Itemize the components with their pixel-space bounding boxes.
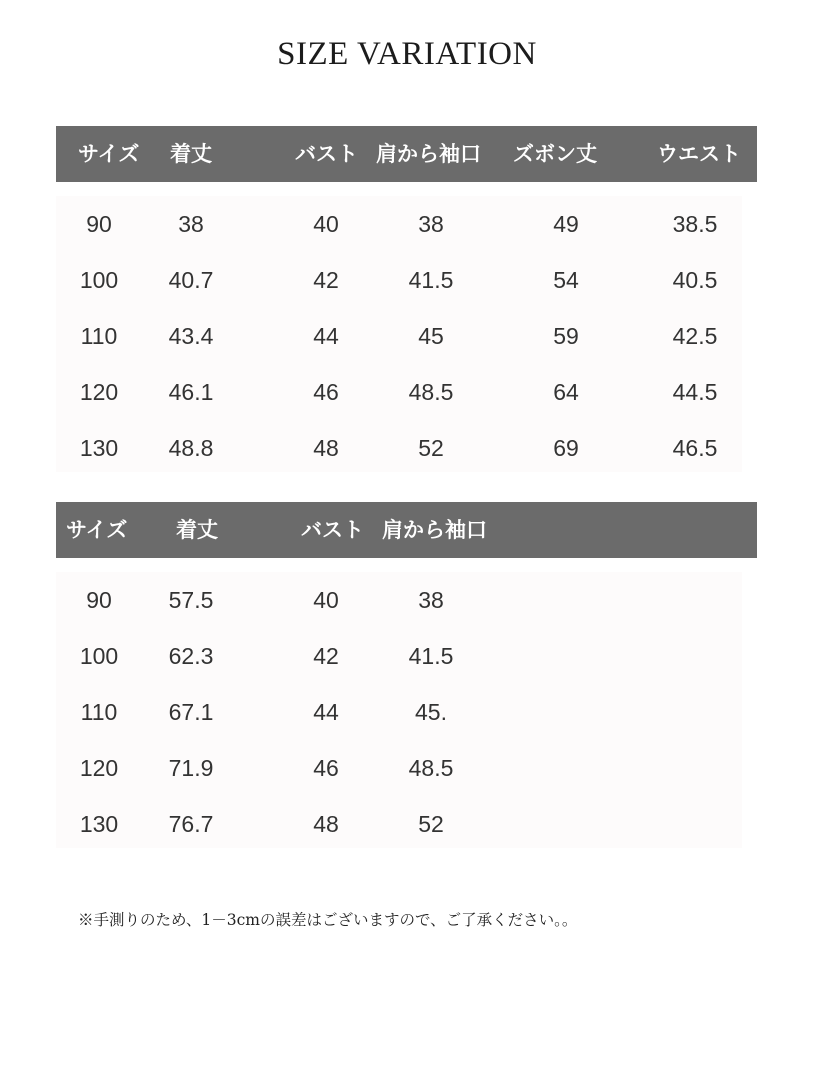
cell-pants: 49: [553, 211, 579, 237]
header-size: サイズ: [78, 142, 140, 166]
header-sleeve: 肩から袖口: [382, 518, 487, 542]
cell-size: 120: [79, 379, 119, 405]
header-waist: ウエスト: [657, 142, 741, 166]
cell-sleeve: 48.5: [408, 379, 454, 405]
measurement-note: ※手測りのため、1－3cmの誤差はございますので、ご了承ください。。: [78, 911, 578, 929]
cell-pants: 64: [553, 379, 579, 405]
cell-size: 90: [86, 587, 112, 613]
cell-size: 130: [79, 435, 119, 461]
header-length: 着丈: [170, 142, 212, 166]
header-bust: バスト: [301, 518, 364, 542]
cell-size: 110: [80, 699, 118, 725]
cell-length: 76.7: [168, 811, 214, 837]
table-header: [56, 126, 757, 182]
cell-size: 110: [80, 323, 118, 349]
cell-bust: 46: [313, 755, 339, 781]
header-length: 着丈: [176, 518, 218, 542]
cell-bust: 40: [313, 587, 339, 613]
cell-length: 38: [178, 211, 204, 237]
cell-sleeve: 38: [418, 211, 444, 237]
cell-waist: 44.5: [672, 379, 718, 405]
cell-size: 120: [79, 755, 119, 781]
table-body: [56, 196, 742, 472]
page-title: SIZE VARIATION: [277, 36, 537, 72]
cell-waist: 46.5: [672, 435, 718, 461]
cell-length: 40.7: [168, 267, 214, 293]
cell-bust: 48: [313, 435, 339, 461]
header-bust: バスト: [295, 142, 358, 166]
cell-length: 57.5: [168, 587, 214, 613]
header-sleeve: 肩から袖口: [376, 142, 481, 166]
cell-length: 43.4: [168, 323, 214, 349]
cell-bust: 44: [313, 699, 339, 725]
cell-bust: 40: [313, 211, 339, 237]
cell-sleeve: 52: [418, 435, 444, 461]
cell-waist: 42.5: [672, 323, 718, 349]
cell-sleeve: 45.: [415, 699, 447, 725]
cell-pants: 59: [553, 323, 579, 349]
cell-waist: 40.5: [672, 267, 718, 293]
cell-bust: 48: [313, 811, 339, 837]
cell-length: 48.8: [168, 435, 214, 461]
cell-pants: 54: [553, 267, 579, 293]
cell-sleeve: 41.5: [408, 267, 454, 293]
cell-size: 100: [79, 643, 119, 669]
cell-sleeve: 45: [418, 323, 444, 349]
cell-bust: 44: [313, 323, 339, 349]
table-body: [56, 572, 742, 848]
header-size: サイズ: [66, 518, 128, 542]
cell-length: 67.1: [168, 699, 214, 725]
cell-sleeve: 41.5: [408, 643, 454, 669]
header-pants-length: ズボン丈: [513, 142, 597, 166]
table-header: [56, 502, 757, 558]
cell-length: 46.1: [168, 379, 214, 405]
cell-sleeve: 48.5: [408, 755, 454, 781]
cell-sleeve: 52: [418, 811, 444, 837]
cell-size: 90: [86, 211, 112, 237]
cell-length: 71.9: [168, 755, 214, 781]
cell-bust: 42: [313, 267, 339, 293]
cell-length: 62.3: [168, 643, 214, 669]
cell-bust: 42: [313, 643, 339, 669]
cell-size: 100: [79, 267, 119, 293]
cell-bust: 46: [313, 379, 339, 405]
cell-sleeve: 38: [418, 587, 444, 613]
cell-waist: 38.5: [672, 211, 718, 237]
cell-pants: 69: [553, 435, 579, 461]
cell-size: 130: [79, 811, 119, 837]
